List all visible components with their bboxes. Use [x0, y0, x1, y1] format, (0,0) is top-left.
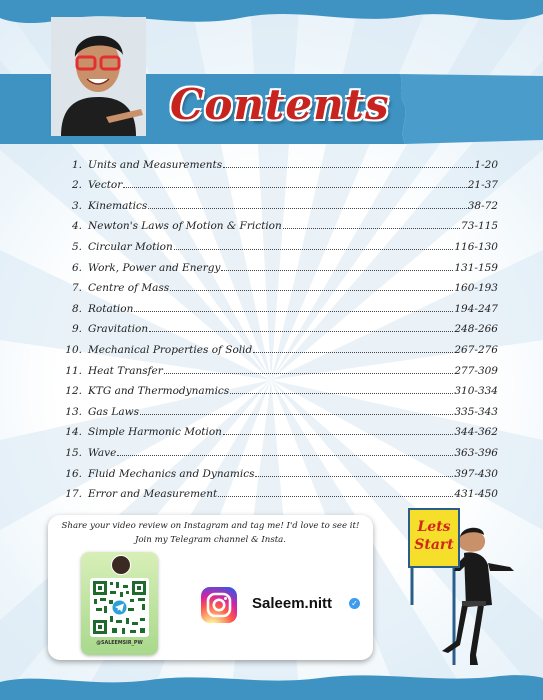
- toc-leader-dots: [255, 476, 453, 477]
- lets-start-sign: [408, 508, 460, 568]
- toc-leader-dots: [148, 208, 466, 209]
- toc-leader-dots: [283, 228, 460, 229]
- sign-line-start: Start: [414, 537, 454, 553]
- toc-row[interactable]: [50, 294, 498, 315]
- toc-number: 2.: [71, 179, 82, 192]
- toc-leader-dots: [253, 352, 453, 353]
- toc-page-range: 1-20: [474, 158, 498, 171]
- toc-number: 12.: [65, 385, 82, 398]
- toc-page-range: 431-450: [454, 488, 498, 501]
- toc-page-range: 397-430: [454, 467, 498, 480]
- toc-row[interactable]: [50, 274, 498, 295]
- toc-chapter-title: KTG and Thermodynamics: [88, 385, 230, 398]
- toc-leader-dots: [223, 167, 473, 168]
- telegram-qr-card[interactable]: [81, 552, 158, 655]
- toc-number: 11.: [65, 364, 82, 377]
- toc-chapter-title: Wave: [88, 446, 117, 459]
- toc-page-range: 363-396: [454, 446, 498, 459]
- avatar: [111, 555, 131, 575]
- page-title: Contents: [170, 80, 390, 129]
- toc-leader-dots: [174, 249, 454, 250]
- toc-number: 13.: [65, 405, 82, 418]
- promo-line-share: Share your video review on Instagram and tag me! I'd love to see it!: [61, 521, 360, 531]
- toc-page-range: 131-159: [454, 261, 498, 274]
- toc-chapter-title: Error and Measurement: [88, 488, 218, 501]
- toc-leader-dots: [221, 270, 453, 271]
- qr-handle-label: @SALEEMSIR_PW: [96, 641, 143, 646]
- toc-page-range: 248-266: [454, 323, 498, 336]
- toc-chapter-title: Rotation: [88, 302, 134, 315]
- toc-page-range: 194-247: [454, 302, 498, 315]
- instagram-handle[interactable]: Saleem.nitt: [252, 595, 333, 612]
- toc-page-range: 267-276: [454, 343, 498, 356]
- toc-row[interactable]: [50, 459, 498, 480]
- bottom-wave-decoration: [0, 668, 543, 700]
- toc-row[interactable]: [50, 356, 498, 377]
- toc-row[interactable]: [50, 377, 498, 398]
- toc-page-range: 38-72: [467, 199, 498, 212]
- toc-chapter-title: Vector: [88, 179, 123, 192]
- toc-number: 7.: [71, 282, 82, 295]
- toc-chapter-title: Units and Measurements: [88, 158, 223, 171]
- toc-page-range: 160-193: [454, 282, 498, 295]
- promo-line-join: Join my Telegram channel & Insta.: [134, 535, 287, 545]
- toc-row[interactable]: [50, 315, 498, 336]
- toc-number: 6.: [71, 261, 82, 274]
- toc-number: 15.: [65, 446, 82, 459]
- toc-row[interactable]: [50, 335, 498, 356]
- toc-leader-dots: [149, 331, 453, 332]
- toc-leader-dots: [223, 434, 453, 435]
- toc-row[interactable]: [50, 171, 498, 192]
- toc-row[interactable]: [50, 191, 498, 212]
- toc-leader-dots: [164, 373, 454, 374]
- qr-code: [90, 578, 149, 637]
- toc-chapter-title: Work, Power and Energy: [88, 261, 221, 274]
- toc-number: 3.: [71, 199, 82, 212]
- toc-chapter-title: Newton's Laws of Motion & Friction: [88, 220, 282, 233]
- toc-number: 17.: [65, 488, 82, 501]
- toc-chapter-title: Circular Motion: [88, 240, 173, 253]
- toc-leader-dots: [123, 187, 466, 188]
- verified-badge-icon: ✓: [349, 598, 360, 609]
- toc-leader-dots: [230, 393, 453, 394]
- toc-chapter-title: Fluid Mechanics and Dynamics: [88, 467, 255, 480]
- toc-number: 16.: [65, 467, 82, 480]
- instagram-icon[interactable]: [201, 587, 237, 623]
- toc-page-range: 73-115: [461, 220, 498, 233]
- toc-leader-dots: [117, 455, 453, 456]
- toc-page-range: 277-309: [454, 364, 498, 377]
- toc-chapter-title: Gravitation: [88, 323, 149, 336]
- toc-chapter-title: Centre of Mass: [88, 282, 170, 295]
- toc-leader-dots: [170, 290, 453, 291]
- toc-page-range: 344-362: [454, 426, 498, 439]
- toc-number: 10.: [65, 343, 82, 356]
- toc-row[interactable]: [50, 418, 498, 439]
- toc-page-range: 116-130: [454, 240, 498, 253]
- author-photo: [51, 17, 146, 136]
- sign-line-lets: Lets: [417, 519, 451, 535]
- toc-chapter-title: Mechanical Properties of Solid: [88, 343, 253, 356]
- toc-number: 1.: [71, 158, 82, 171]
- toc-row[interactable]: [50, 480, 498, 501]
- toc-leader-dots: [134, 311, 453, 312]
- toc-page-range: 310-334: [454, 385, 498, 398]
- toc-number: 14.: [65, 426, 82, 439]
- toc-row[interactable]: [50, 397, 498, 418]
- promo-card: [48, 515, 373, 660]
- toc-row[interactable]: [50, 438, 498, 459]
- toc-row[interactable]: [50, 150, 498, 171]
- toc-page-range: 335-343: [454, 405, 498, 418]
- toc-chapter-title: Heat Transfer: [88, 364, 163, 377]
- toc-leader-dots: [218, 496, 453, 497]
- toc-number: 4.: [71, 220, 82, 233]
- toc-number: 9.: [71, 323, 82, 336]
- toc-chapter-title: Gas Laws: [88, 405, 139, 418]
- toc-number: 8.: [71, 302, 82, 315]
- toc-row[interactable]: [50, 232, 498, 253]
- toc-row[interactable]: [50, 212, 498, 233]
- toc-number: 5.: [71, 240, 82, 253]
- toc-leader-dots: [140, 414, 453, 415]
- toc-chapter-title: Simple Harmonic Motion: [88, 426, 222, 439]
- toc-page-range: 21-37: [467, 179, 498, 192]
- toc-chapter-title: Kinematics: [88, 199, 148, 212]
- table-of-contents: [50, 150, 498, 500]
- toc-row[interactable]: [50, 253, 498, 274]
